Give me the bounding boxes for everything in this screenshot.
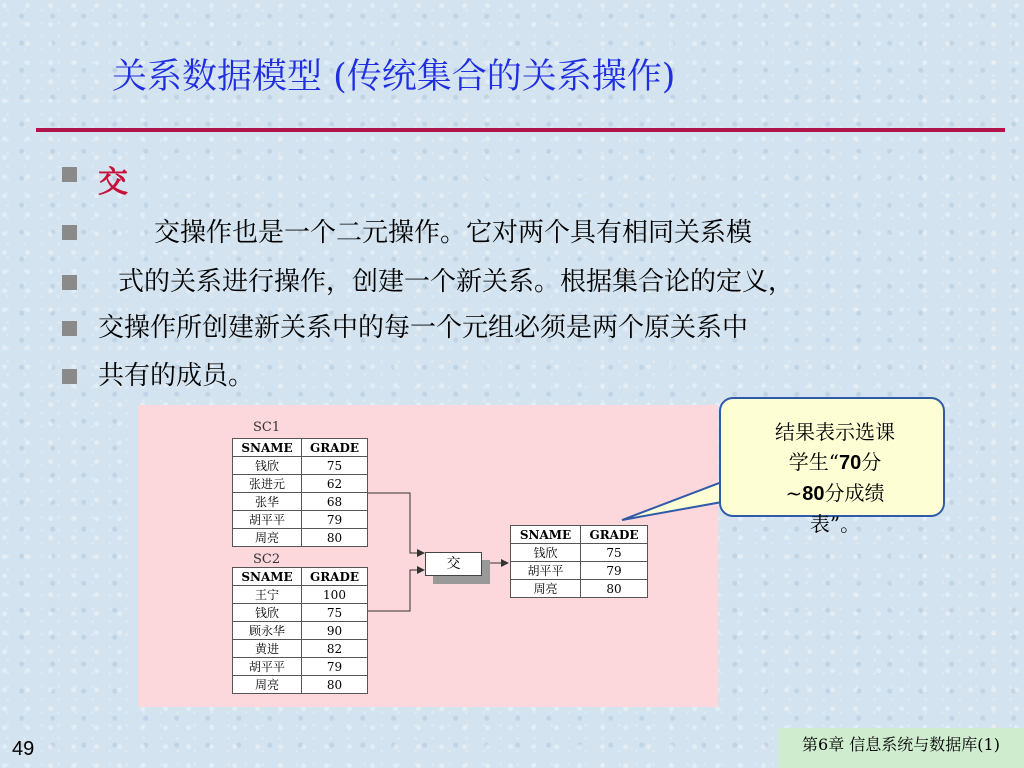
grade-cell: 80 (581, 580, 648, 598)
sname-cell: 张进元 (233, 475, 302, 493)
column-header: GRADE (302, 439, 368, 457)
callout-line: 结果表示选课 (775, 420, 895, 444)
callout-text (735, 417, 935, 539)
result-table (510, 525, 648, 598)
sname-cell: 胡平平 (233, 511, 302, 529)
table-row (233, 457, 368, 475)
table-row (233, 586, 368, 604)
table-row (233, 676, 368, 694)
grade-cell: 100 (302, 586, 368, 604)
table-row (233, 640, 368, 658)
table-row (233, 604, 368, 622)
title-divider (36, 128, 1005, 132)
table-row (233, 622, 368, 640)
grade-cell: 79 (302, 511, 368, 529)
bullet-square-icon (62, 321, 77, 336)
sc2-table (232, 567, 368, 694)
grade-cell: 82 (302, 640, 368, 658)
grade-cell: 75 (302, 457, 368, 475)
sc2-label: SC2 (253, 552, 281, 567)
table-row (233, 529, 368, 547)
sname-cell: 钱欣 (511, 544, 581, 562)
paragraph-line: 共有的成员。 (98, 361, 255, 391)
footer-chapter: 第6章 信息系统与数据库(1) (778, 728, 1024, 768)
table-row (511, 562, 648, 580)
table-row (233, 475, 368, 493)
column-header: GRADE (302, 568, 368, 586)
callout-pointer (620, 470, 730, 530)
section-heading: 交 (98, 165, 128, 200)
grade-cell: 68 (302, 493, 368, 511)
grade-cell: 62 (302, 475, 368, 493)
sname-cell: 钱欣 (233, 604, 302, 622)
callout-line: 学生“70分 (788, 450, 882, 474)
callout-line: 表”。 (809, 512, 861, 536)
sc1-label: SC1 (253, 420, 281, 435)
sname-cell: 周亮 (233, 676, 302, 694)
bullet-square-icon (62, 167, 77, 182)
grade-cell: 75 (581, 544, 648, 562)
grade-cell: 80 (302, 529, 368, 547)
table-row (511, 544, 648, 562)
paragraph-line: 交操作也是一个二元操作。它对两个具有相同关系模 (154, 218, 753, 248)
column-header: SNAME (233, 439, 302, 457)
paragraph-line: 式的关系进行操作，创建一个新关系。根据集合论的定义， (118, 267, 795, 297)
slide-title: 关系数据模型 (传统集合的关系操作) (112, 57, 676, 97)
column-header: SNAME (511, 526, 581, 544)
sname-cell: 顾永华 (233, 622, 302, 640)
sname-cell: 周亮 (233, 529, 302, 547)
table-row (233, 511, 368, 529)
grade-cell: 79 (302, 658, 368, 676)
sname-cell: 黄进 (233, 640, 302, 658)
table-row (233, 658, 368, 676)
sname-cell: 张华 (233, 493, 302, 511)
bullet-square-icon (62, 275, 77, 290)
paragraph-line: 交操作所创建新关系中的每一个元组必须是两个原关系中 (98, 313, 749, 343)
page-number: 49 (12, 738, 35, 760)
grade-cell: 75 (302, 604, 368, 622)
bullet-square-icon (62, 369, 77, 384)
column-header: GRADE (581, 526, 648, 544)
bullet-square-icon (62, 225, 77, 240)
sname-cell: 胡平平 (511, 562, 581, 580)
intersection-operator: 交 (425, 552, 482, 576)
sc1-table (232, 438, 368, 547)
sname-cell: 胡平平 (233, 658, 302, 676)
grade-cell: 79 (581, 562, 648, 580)
column-header: SNAME (233, 568, 302, 586)
grade-cell: 80 (302, 676, 368, 694)
sname-cell: 周亮 (511, 580, 581, 598)
sname-cell: 王宁 (233, 586, 302, 604)
table-row (233, 493, 368, 511)
table-row (511, 580, 648, 598)
grade-cell: 90 (302, 622, 368, 640)
callout-line: ~80分成绩 (785, 481, 885, 505)
sname-cell: 钱欣 (233, 457, 302, 475)
